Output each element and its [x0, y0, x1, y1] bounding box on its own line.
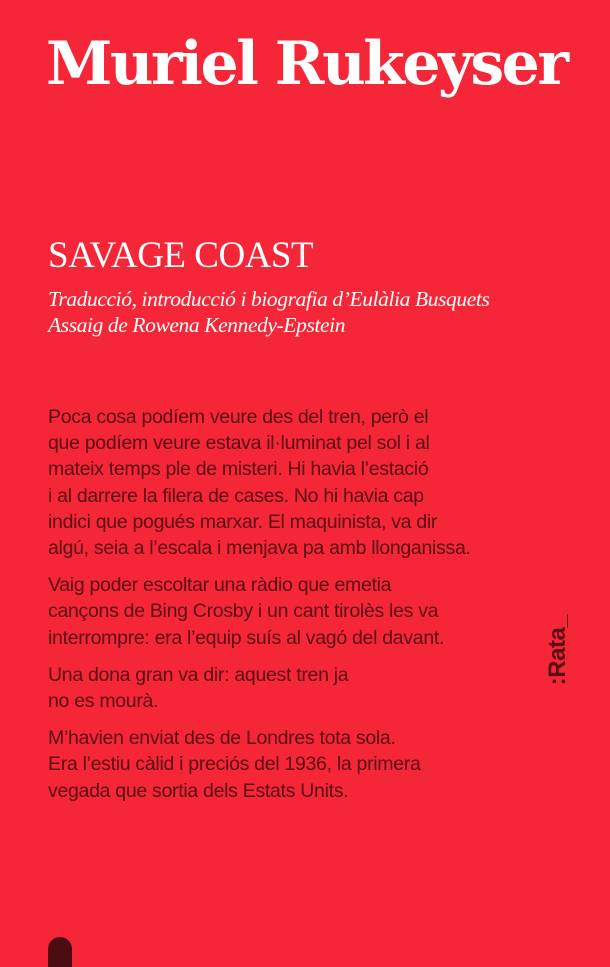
excerpt-line: cançons de Bing Crosby i un cant tirolès les va: [48, 600, 439, 623]
excerpt: [48, 404, 508, 815]
excerpt-line: Era l’estiu càlid i preciós del 1936, la primera: [48, 753, 421, 776]
excerpt-line: Vaig poder escoltar una ràdio que emetia: [48, 574, 392, 597]
book-title: SAVAGE COAST: [48, 235, 314, 276]
excerpt-line: interrompre: era l’equip suís al vagó del davant.: [48, 626, 445, 649]
excerpt-line: i al darrere la filera de cases. No hi havia cap: [48, 484, 424, 507]
excerpt-line: Una dona gran va dir: aquest tren ja: [48, 663, 349, 686]
excerpt-line: M’havien enviat des de Londres tota sola.: [48, 727, 396, 750]
credit-translation: Traducció, introducció i biografia d’Eulàlia Busquets: [48, 287, 490, 311]
excerpt-line: Poca cosa podíem veure des del tren, però el: [48, 406, 429, 428]
excerpt-line: algú, seia a l’escala i menjava pa amb llonganissa.: [48, 537, 471, 560]
publisher-logo: :Rata_: [544, 614, 571, 686]
author-name: Muriel Rukeyser: [46, 29, 567, 99]
excerpt-line: no es mourà.: [48, 690, 159, 713]
excerpt-paragraph: [48, 725, 508, 804]
excerpt-line: que podíem veure estava il·luminat pel sol i al: [48, 432, 430, 455]
credits: [48, 286, 489, 338]
excerpt-paragraph: [48, 404, 508, 561]
excerpt-line: mateix temps ple de misteri. Hi havia l’estació: [48, 458, 429, 481]
excerpt-paragraph: [48, 662, 508, 714]
credit-essay: Assaig de Rowena Kennedy-Epstein: [48, 313, 346, 337]
bookmark-ribbon-icon: [48, 937, 72, 967]
excerpt-line: indici que pogués marxar. El maquinista, va dir: [48, 510, 438, 533]
excerpt-paragraph: [48, 572, 508, 651]
excerpt-line: vegada que sortia dels Estats Units.: [48, 779, 349, 802]
